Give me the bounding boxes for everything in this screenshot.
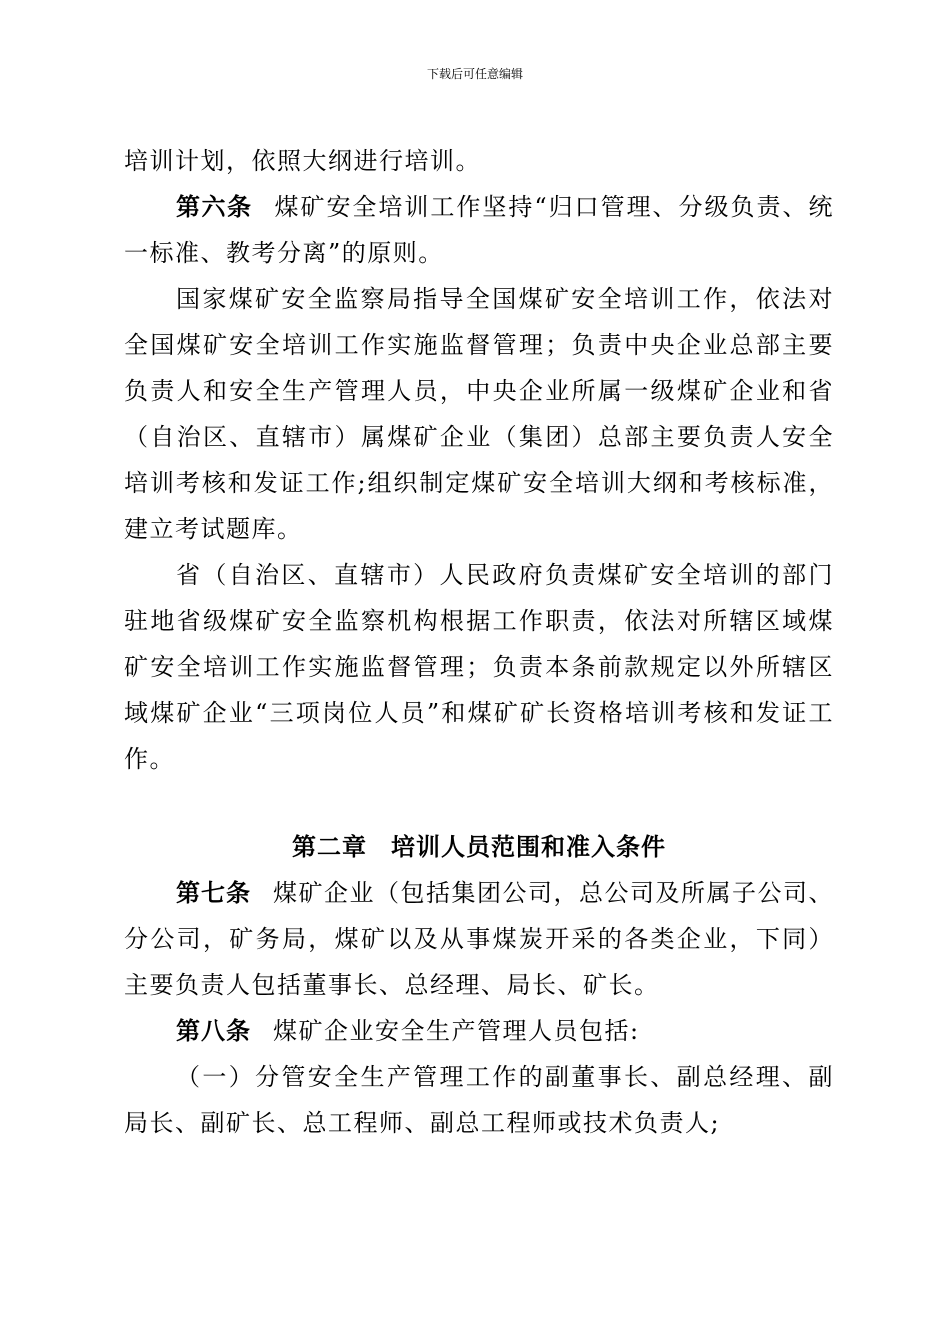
article-8-label: 第八条 — [176, 1017, 251, 1045]
article-7 — [124, 870, 834, 1008]
article-8-text: 煤矿企业安全生产管理人员包括: — [273, 1017, 640, 1045]
article-6-label: 第六条 — [176, 193, 253, 221]
paragraph-continuation: 培训计划，依照大纲进行培训。 — [124, 147, 481, 175]
article-7-label: 第七条 — [176, 879, 251, 907]
paragraph-provincial: 省（自治区、直辖市）人民政府负责煤矿安全培训的部门驻地省级煤矿安全监察机构根据工作职责，依法对所辖区域煤矿安全培训工作实施监督管理；负责本条前款规定以外所辖区域煤矿企业“三项岗位人员”和煤矿矿长资格培训考核和发证工作。 — [124, 561, 834, 773]
chapter-heading — [124, 824, 834, 870]
chapter-number: 第二章 — [292, 833, 367, 861]
page-header: 下载后可任意编辑 — [426, 67, 523, 81]
document-body — [124, 138, 834, 1146]
article-6-text: 煤矿安全培训工作坚持“归口管理、分级负责、统一标准、教考分离”的原则。 — [124, 193, 834, 267]
paragraph-national-bureau: 国家煤矿安全监察局指导全国煤矿安全培训工作，依法对全国煤矿安全培训工作实施监督管理；负责中央企业总部主要负责人和安全生产管理人员，中央企业所属一级煤矿企业和省（自治区、直辖市）属煤矿企业（集团）总部主要负责人安全培训考核和发证工作;组织制定煤矿安全培训大纲和考核标准，建立考试题库。 — [124, 285, 834, 543]
list-item-1: （一）分管安全生产管理工作的副董事长、副总经理、副局长、副矿长、总工程师、副总工程师或技术负责人; — [124, 1063, 834, 1137]
article-7-text: 煤矿企业（包括集团公司，总公司及所属子公司、分公司，矿务局，煤矿以及从事煤炭开采的各类企业，下同）主要负责人包括董事长、总经理、局长、矿长。 — [124, 879, 834, 999]
article-8 — [124, 1008, 834, 1054]
article-6 — [124, 184, 834, 276]
chapter-title: 培训人员范围和准入条件 — [391, 833, 666, 861]
